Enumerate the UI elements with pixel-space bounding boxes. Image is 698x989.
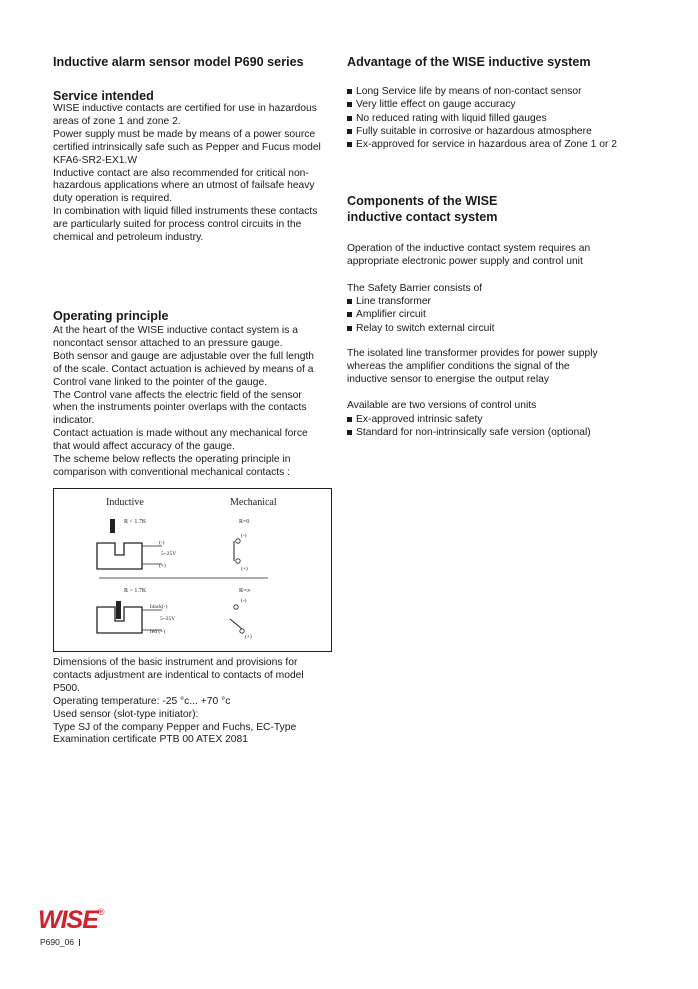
- page-title: Inductive alarm sensor model P690 series: [53, 55, 304, 69]
- svg-text:(+): (+): [159, 563, 166, 569]
- list-item: Amplifier circuit: [347, 308, 495, 321]
- list-item: No reduced rating with liquid filled gauges: [347, 112, 617, 125]
- list-item: Ex-approved for service in hazardous area of Zone 1 or 2: [347, 138, 617, 151]
- svg-text:black(-): black(-): [150, 604, 168, 610]
- list-item: Very little effect on gauge accuracy: [347, 98, 617, 111]
- control-vane-in: [116, 601, 121, 619]
- r-high-label: R > 1.7K: [124, 588, 147, 594]
- scheme-svg: [54, 489, 331, 651]
- sensor-body-upper: [97, 543, 142, 569]
- document-id: P690_06: [40, 937, 80, 947]
- list-item: Fully suitable in corrosive or hazardous atmosphere: [347, 125, 617, 138]
- wise-logo: WISE®: [38, 906, 104, 934]
- mechanical-label: Mechanical: [230, 497, 277, 508]
- versions-intro: Available are two versions of control units: [347, 400, 537, 411]
- barrier-intro: The Safety Barrier consists of: [347, 283, 483, 294]
- svg-text:5~25V: 5~25V: [160, 616, 176, 622]
- svg-text:(-): (-): [241, 598, 247, 604]
- versions-list: [347, 413, 591, 440]
- open-switch: [230, 619, 242, 629]
- operating-heading: Operating principle: [53, 309, 169, 323]
- control-vane-out: [110, 519, 115, 533]
- svg-text:red (+): red (+): [150, 629, 166, 635]
- list-item: Standard for non-intrinsically safe version (optional): [347, 426, 591, 439]
- inductive-label: Inductive: [106, 497, 144, 508]
- list-item: Line transformer: [347, 295, 495, 308]
- barrier-list: [347, 295, 495, 335]
- svg-text:(-): (-): [241, 533, 247, 539]
- isolated-paragraph: The isolated line transformer provides for power supply whereas the amplifier conditions the signal of the inductive sensor to energise the output relay: [347, 348, 598, 385]
- svg-text:(+): (+): [241, 566, 248, 572]
- advantages-list: [347, 85, 617, 151]
- svg-text:(+): (+): [245, 634, 252, 640]
- svg-text:(-): (-): [159, 540, 165, 546]
- svg-text:R=0: R=0: [239, 519, 250, 525]
- components-heading: Components of the WISE inductive contact system: [347, 194, 498, 224]
- r-low-label: R < 1.7K: [124, 519, 147, 525]
- svg-text:R=∞: R=∞: [239, 588, 251, 594]
- service-paragraph: WISE inductive contacts are certified for use in hazardous areas of zone 1 and zone 2. Power supply must be made by means of a power source certified intrinsically safe such as Pepper and Fucus model KFA6-SR2-EX1.W Inductive contact are also recommended for critical non- hazardous applications where an utmost of failsafe heavy duty operation is required. In combination with liquid filled instruments these contacts are particularly suited for process control circuits in the chemical and petroleum industry.: [53, 103, 321, 244]
- list-item: Long Service life by means of non-contact sensor: [347, 85, 617, 98]
- service-heading: Service intended: [53, 89, 154, 103]
- list-item: Ex-approved intrinsic safety: [347, 413, 591, 426]
- operating-scheme-diagram: [53, 488, 332, 652]
- operation-paragraph: Operation of the inductive contact system requires an appropriate electronic power supply and control unit: [347, 243, 591, 267]
- advantage-heading: Advantage of the WISE inductive system: [347, 55, 591, 69]
- operating-paragraph: At the heart of the WISE inductive contact system is a noncontact sensor attached to an pressure gauge. Both sensor and gauge are adjustable over the full length of the scale. Contact actuation is achieved by means of a Control vane linked to the pointer of the gauge. The Control vane affects the electric field of the sensor when the instruments pointer overlaps with the contacts indicator. Contact actuation is made without any mechanical force that would affect accuracy of the gauge. The scheme below reflects the operating principle in comparison with conventional mechanical contacts :: [53, 325, 315, 478]
- dimensions-paragraph: Dimensions of the basic instrument and provisions for contacts adjustment are indentical to contacts of model P500. Operating temperature: -25 °c... +70 °c Used sensor (slot-type initiator): Type SJ of the company Pepper and Fuchs, EC-Type Examination certificate PTB 00 ATEX 2081: [53, 657, 304, 746]
- list-item: Relay to switch external circuit: [347, 322, 495, 335]
- svg-text:5~25V: 5~25V: [161, 551, 177, 557]
